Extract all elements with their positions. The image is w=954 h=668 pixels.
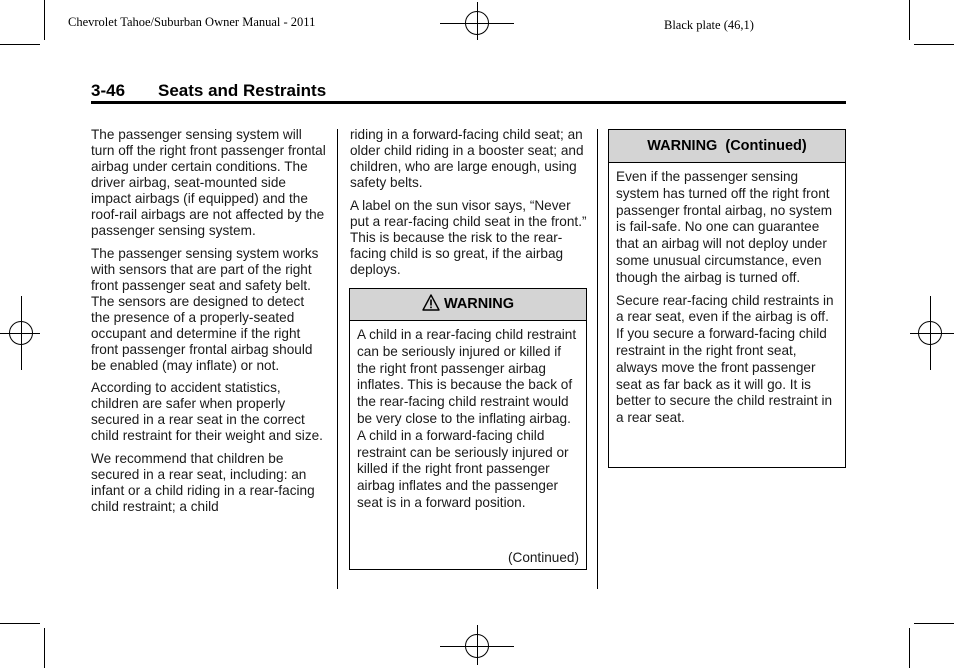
column-1 <box>91 127 326 521</box>
paragraph: The passenger sensing system works with sensors that are part of the right front passenger seat and safety belt. The sensors are designed to detect the presence of a properly-seated occupant and determine if the right front passenger frontal airbag should be enabled (may inflate) or not. <box>91 245 319 373</box>
crop-mark <box>0 623 40 624</box>
page-header <box>91 81 846 101</box>
page-number: 3-46 <box>91 81 126 100</box>
crop-mark <box>44 628 45 668</box>
warning-paragraph: A child in a rear-facing child restraint can be seriously injured or killed if the right front passenger airbag inflates. This is because the back of the rear-facing child restraint would be very close to the inflating airbag. A child in a forward-facing child restraint can be seriously injured or killed if the right front passenger airbag inflates and the passenger seat is in a forward position. <box>357 327 577 510</box>
warning-box <box>349 288 587 570</box>
paragraph: riding in a forward-facing child seat; an older child riding in a booster seat; and children, who are large enough, using safety belts. <box>350 127 584 190</box>
warning-body <box>609 163 845 427</box>
continued-label: (Continued) <box>507 550 579 565</box>
warning-paragraph: Secure rear-facing child restraints in a rear seat, even if the airbag is off. If you secure a forward-facing child restraint in the right front seat, always move the front passenger seat as far back as it will go. It is better to secure the child restraint in a rear seat. <box>616 292 834 426</box>
crop-mark <box>914 623 954 624</box>
warning-body <box>350 321 586 512</box>
paragraph: A label on the sun visor says, “Never put a rear-facing child seat in the front.” This is because the risk to the rear-facing child is so great, if the airbag deploys. <box>350 197 587 277</box>
crop-mark <box>44 0 45 40</box>
paragraph: According to accident statistics, children are safer when properly secured in a rear seat in the correct child restraint for their weight and size. <box>91 380 323 443</box>
crop-mark <box>909 0 910 40</box>
crop-mark <box>0 44 40 45</box>
plate-manual-title: Chevrolet Tahoe/Suburban Owner Manual - 2011 <box>68 15 316 29</box>
warning-paragraph: Even if the passenger sensing system has turned off the right front passenger frontal airbag, no system is fail-safe. No one can guarantee that an airbag will not deploy under some unusual circumstance, even though the airbag is turned off. <box>616 169 833 285</box>
warning-header: WARNING (Continued) <box>609 130 845 163</box>
paragraph: The passenger sensing system will turn off the right front passenger frontal airbag under certain conditions. The driver airbag, seat-mounted side impact airbags (if equipped) and the roof-rail airbags are not affected by the passenger sensing system. <box>91 127 326 238</box>
header-rule <box>91 101 846 104</box>
warning-title: WARNING <box>443 296 515 312</box>
section-title: Seats and Restraints <box>158 81 327 100</box>
column-2 <box>350 127 590 284</box>
warning-header <box>350 289 586 321</box>
crop-mark <box>909 628 910 668</box>
paragraph: We recommend that children be secured in a rear seat, including: an infant or a child riding in a rear-facing child restraint; a child <box>91 450 315 514</box>
crop-mark <box>914 44 954 45</box>
plate-number: Black plate (46,1) <box>664 18 754 32</box>
column-divider <box>597 129 598 589</box>
warning-triangle-icon <box>422 292 440 323</box>
column-divider <box>337 129 338 589</box>
warning-continued-box <box>608 129 846 468</box>
